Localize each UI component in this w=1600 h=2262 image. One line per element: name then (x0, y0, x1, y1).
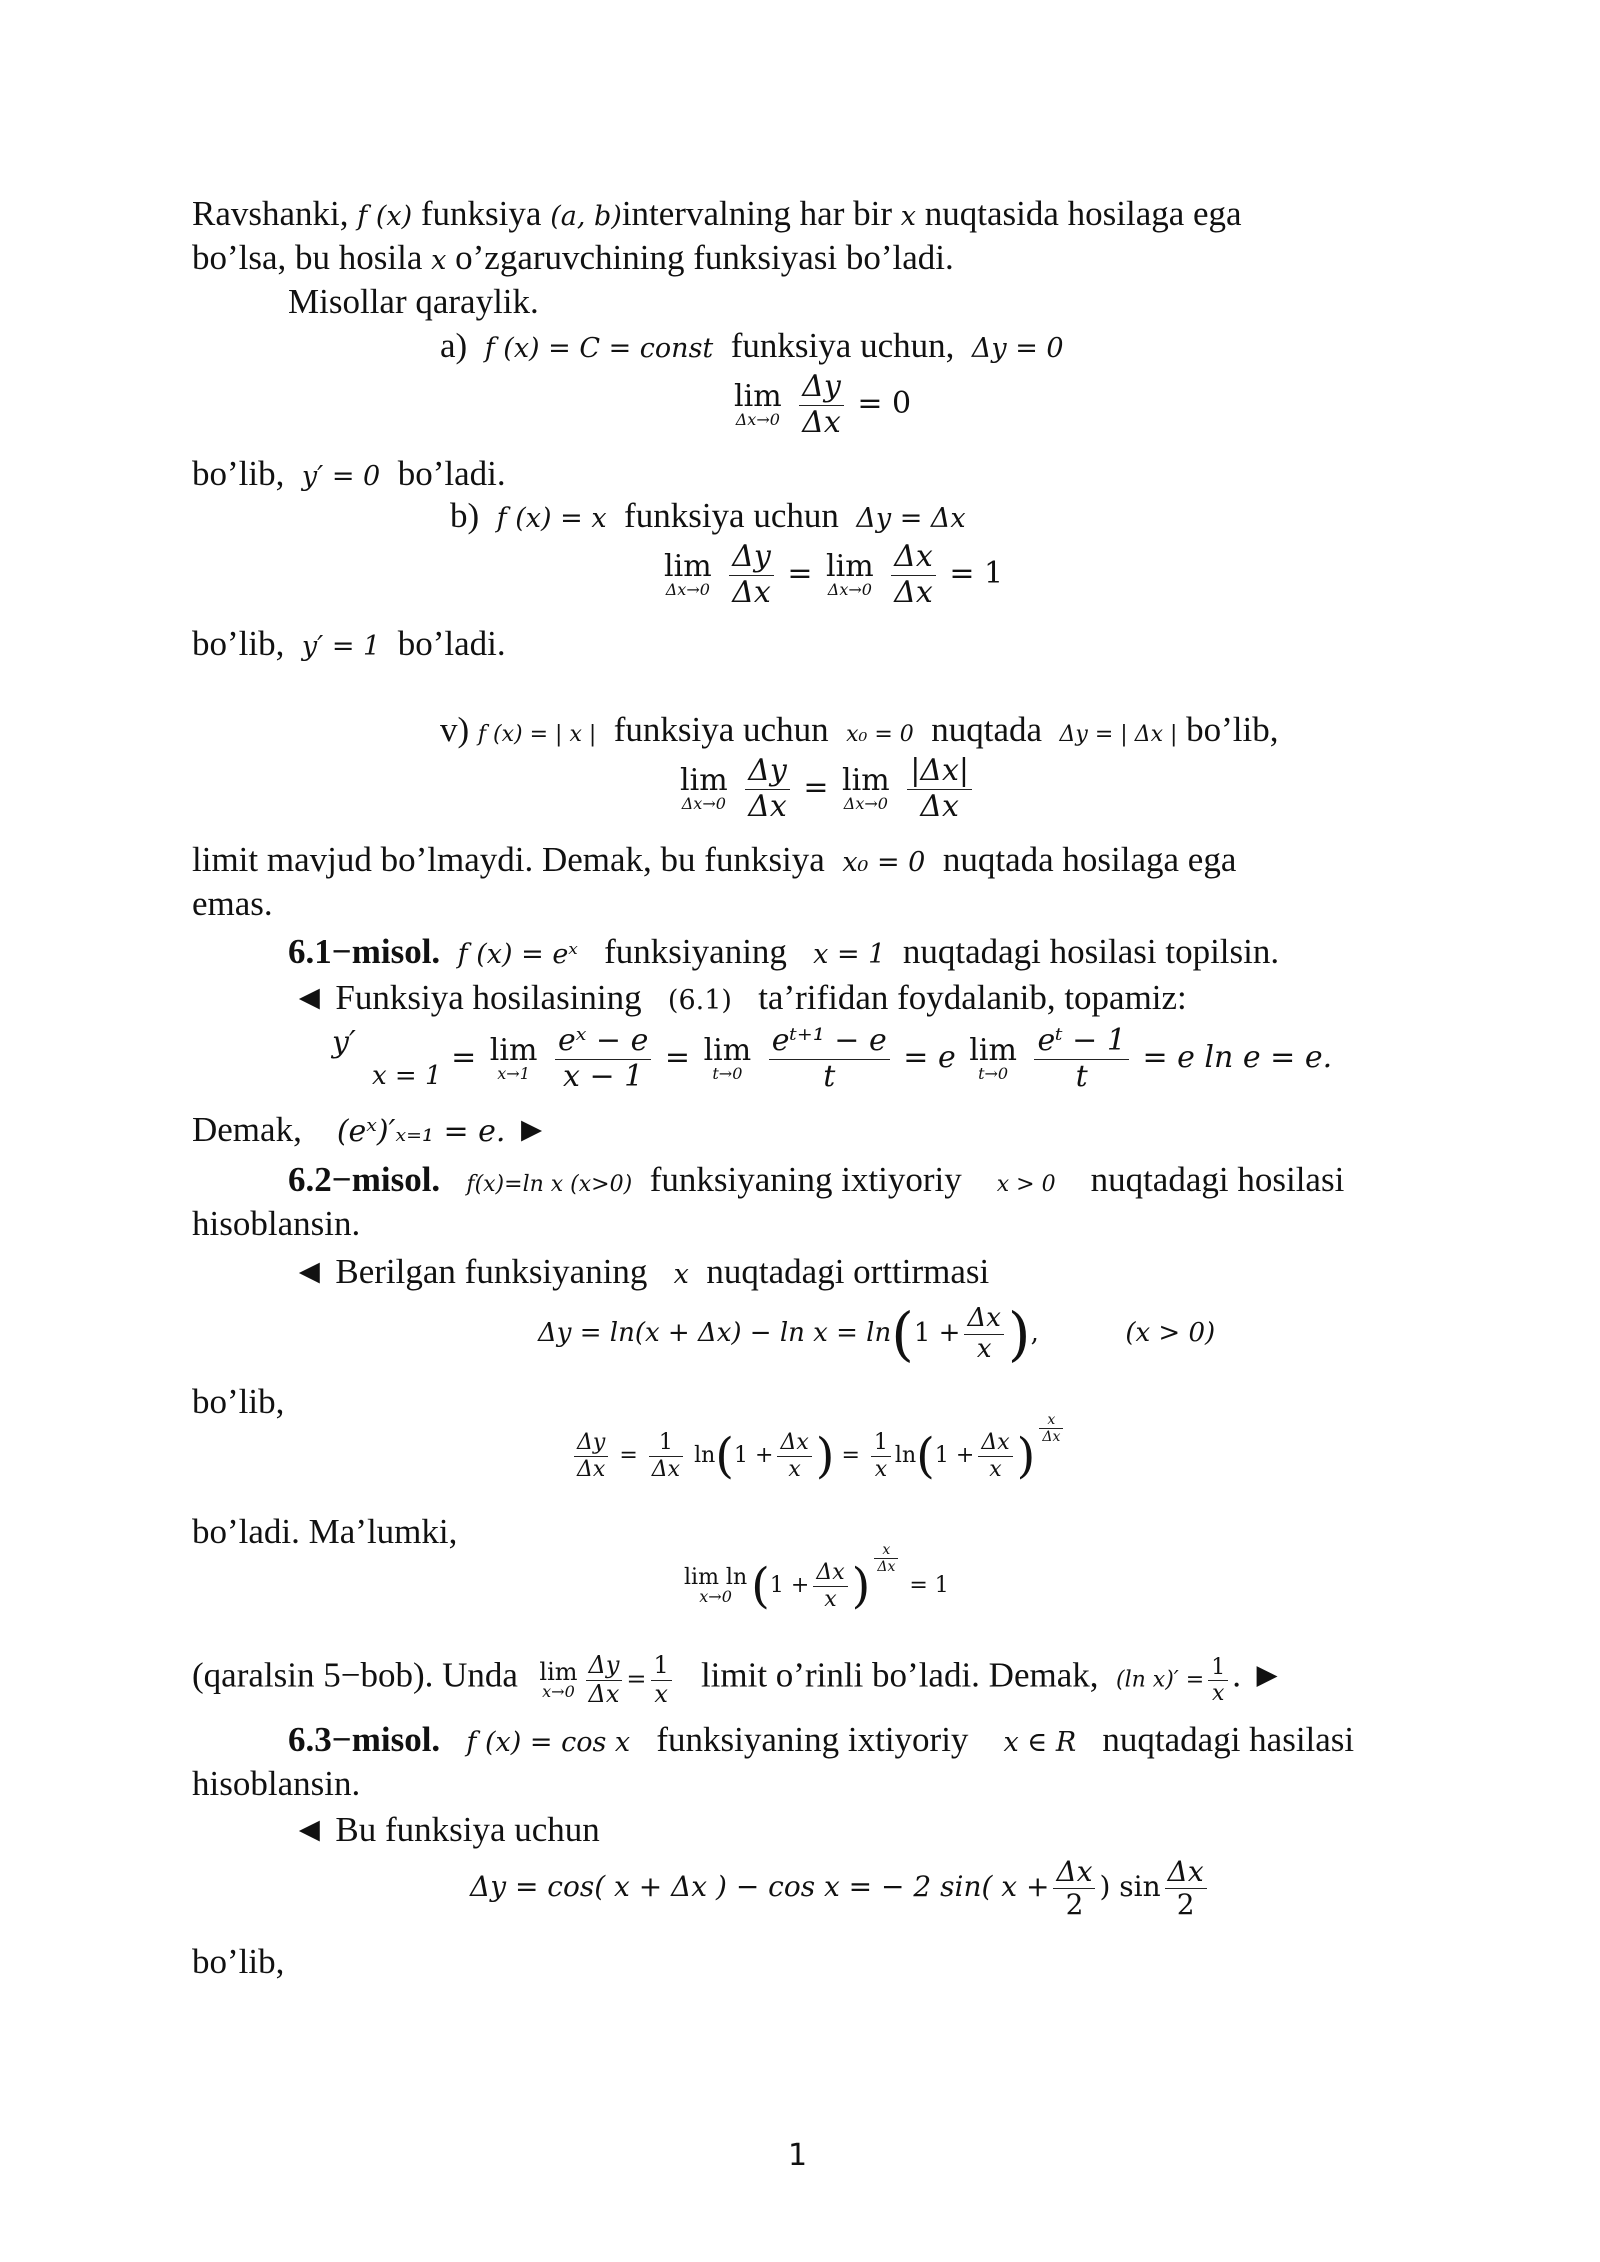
text: nuqtadagi hosilasi topilsin. (902, 932, 1280, 971)
fraction (651, 1652, 672, 1708)
fraction (649, 1430, 683, 1482)
text: Ravshanki, (192, 194, 349, 233)
text: intervalning har bir (621, 194, 893, 233)
equals: = (841, 1443, 860, 1468)
formula: f (x) = C = const (484, 333, 714, 364)
equals: = (626, 1664, 647, 1693)
exp-numerator: x (1039, 1412, 1063, 1429)
denominator: x (989, 1456, 1002, 1482)
numerator: Δy (799, 370, 844, 406)
lim-text: lim (680, 763, 728, 798)
formula: x₀ = 0 (842, 847, 926, 878)
formula: x ∈ R (1003, 1727, 1077, 1758)
numerator: 1 (871, 1430, 891, 1456)
numerator: Δy (586, 1652, 623, 1681)
text: o’zgaruvchining funksiyasi bo’ladi. (455, 238, 954, 277)
example-6-2-equation-1 (538, 1300, 1215, 1368)
fraction (891, 540, 936, 610)
paren: ( (916, 1428, 935, 1484)
derivative (332, 1025, 442, 1092)
paren: ( (715, 1428, 735, 1484)
limit (703, 1033, 752, 1083)
lim-text: lim (664, 549, 712, 584)
limit (842, 763, 890, 813)
rhs: = 1 (949, 556, 1004, 591)
example-a-equation (730, 370, 911, 440)
formula: (ln x)′ = (1116, 1667, 1205, 1693)
intro-line-2 (192, 236, 954, 283)
denominator: 2 (1065, 1888, 1084, 1922)
text: limit mavjud bo’lmaydi. Demak, bu funksiya (192, 840, 825, 879)
denominator: Δx (651, 1456, 681, 1482)
text: (qaralsin 5−bob). Unda (192, 1655, 518, 1695)
paren: ) (851, 1558, 871, 1614)
formula: (a, b) (550, 201, 622, 232)
fraction (1053, 1856, 1095, 1921)
limit (826, 549, 874, 599)
limit (684, 1567, 747, 1605)
example-6-2-line-2: hisoblansin. (192, 1204, 361, 1243)
formula: f (x) = cos x (466, 1727, 631, 1758)
intro-line-3: Misollar qaraylik. (288, 282, 539, 321)
text: limit o’rinli bo’ladi. Demak, (700, 1655, 1099, 1695)
fraction (978, 1430, 1012, 1482)
numerator: 1 (1208, 1655, 1228, 1681)
formula: x (900, 201, 916, 232)
denominator: x (1211, 1681, 1225, 1707)
fraction (586, 1652, 623, 1708)
numerator: Δx (777, 1430, 811, 1456)
one-plus: 1 + (913, 1318, 961, 1348)
denominator: Δx (802, 404, 841, 440)
numerator: eˣ − e (555, 1024, 651, 1060)
paren: ( (751, 1558, 770, 1614)
equals: = (803, 770, 829, 805)
example-6-2-bolib: bo’lib, (192, 1382, 285, 1421)
fraction (1208, 1655, 1228, 1707)
rhs: = 1 (909, 1573, 949, 1598)
text: bo’lsa, bu hosila (192, 238, 423, 277)
numerator: |Δx| (907, 754, 972, 790)
fraction (555, 1024, 651, 1094)
equals: = (787, 556, 813, 591)
one-plus: 1 + (934, 1443, 975, 1468)
ln: ln (694, 1443, 716, 1468)
example-v-conclusion (192, 838, 1236, 885)
rhs: = 0 (857, 386, 912, 421)
equals: = (619, 1443, 638, 1468)
exponent (1039, 1412, 1063, 1445)
text: funksiyaning ixtiyoriy (656, 1720, 969, 1759)
formula: x > 0 (996, 1172, 1056, 1197)
text: funksiyaning (604, 932, 787, 971)
exponent (874, 1542, 898, 1575)
formula: f(x)=ln x (x>0) (466, 1172, 633, 1197)
text: funksiya uchun, (730, 326, 955, 365)
end-mark: . ► (1232, 1655, 1285, 1695)
limit (969, 1033, 1017, 1083)
example-v-conclusion-2: emas. (192, 884, 273, 923)
text: funksiya uchun (624, 496, 839, 535)
fraction (729, 540, 774, 610)
lim-sub: Δx→0 (735, 410, 780, 429)
formula: f (x) = | x | (477, 722, 597, 747)
denominator: x − 1 (563, 1058, 644, 1094)
example-b-equation (660, 540, 1003, 610)
equals: = (451, 1040, 477, 1075)
denominator: Δx (577, 1456, 606, 1482)
denominator: Δx (920, 788, 959, 824)
text: Demak, (192, 1110, 302, 1149)
example-title: 6.1−misol. (288, 932, 441, 971)
example-6-2-heading (288, 1158, 1344, 1207)
example-a-result (192, 452, 506, 499)
denominator: Δx (732, 574, 771, 610)
one-plus: 1 + (734, 1443, 774, 1468)
example-b-line (450, 494, 966, 541)
label: v) (440, 710, 470, 749)
lim-text: lim (826, 549, 874, 584)
reference: (6.1) (667, 985, 732, 1016)
example-6-1-line-2 (292, 976, 1187, 1023)
fraction (871, 1430, 891, 1482)
lim-text: lim (539, 1658, 578, 1687)
ln: ln (894, 1443, 917, 1468)
paren: ( (891, 1300, 914, 1368)
lim-sub: x→1 (497, 1064, 530, 1083)
formula: f (x) = eˣ (457, 939, 578, 970)
denominator: x (824, 1586, 837, 1612)
numerator: Δx (813, 1560, 847, 1586)
text: ◄ Berilgan funksiyaning (292, 1252, 648, 1291)
numerator: eᵗ − 1 (1034, 1024, 1128, 1060)
fraction (1034, 1024, 1128, 1094)
example-6-1-equation (332, 1024, 1332, 1094)
text: nuqtadagi hasilasi (1102, 1720, 1355, 1759)
equals-e: = e (903, 1040, 956, 1075)
limit (680, 763, 728, 813)
paren: ) (1007, 1300, 1031, 1368)
example-6-2-equation-2 (570, 1412, 1067, 1484)
text: bo’ladi. (397, 454, 506, 493)
formula: x (431, 245, 447, 276)
lim-sub: x→0 (542, 1682, 575, 1702)
inline-fraction (1204, 1654, 1232, 1707)
denominator: t (823, 1058, 836, 1094)
text: nuqtadagi hosilasi (1090, 1160, 1345, 1199)
numerator: Δy (574, 1430, 608, 1456)
lhs: Δy = ln(x + Δx) − ln x = ln (538, 1318, 892, 1348)
denominator: x (654, 1679, 668, 1708)
lim-text: lim (969, 1033, 1017, 1068)
text: ◄ Funksiya hosilasining (292, 978, 642, 1017)
denominator: t (1075, 1058, 1088, 1094)
lim-text: lim (842, 763, 890, 798)
example-6-3-bolib: bo’lib, (192, 1942, 285, 1981)
denominator: x (976, 1333, 992, 1364)
y-prime: y′ (332, 1025, 356, 1061)
lim-sub: Δx→0 (665, 580, 710, 599)
example-title: 6.2−misol. (288, 1160, 441, 1199)
formula: Δy = | Δx | (1059, 722, 1178, 747)
numerator: Δx (978, 1430, 1012, 1456)
exp-denominator: Δx (877, 1559, 896, 1576)
fraction (745, 754, 790, 824)
formula: y′ = 1 (301, 631, 381, 662)
sin: ) sin (1099, 1870, 1161, 1904)
paren: ) (815, 1428, 835, 1484)
example-v-line (440, 708, 1279, 757)
limit (664, 549, 712, 599)
numerator: 1 (649, 1430, 683, 1456)
numerator: Δy (745, 754, 790, 790)
formula: Δy = Δx (856, 503, 966, 534)
formula: x (673, 1259, 689, 1290)
page-number: 1 (788, 2138, 808, 2173)
intro-line-1 (192, 192, 1242, 239)
fraction (1165, 1856, 1207, 1921)
end-mark: ► (514, 1110, 549, 1149)
example-6-3-equation (470, 1856, 1211, 1921)
lim-sub: t→0 (712, 1064, 743, 1083)
formula: x₀ = 0 (846, 722, 914, 747)
fraction (799, 370, 844, 440)
example-title: 6.3−misol. (288, 1720, 441, 1759)
lim-sub: Δx→0 (843, 794, 888, 813)
example-6-1-heading (288, 930, 1279, 977)
formula: Δy = 0 (971, 333, 1064, 364)
denominator: Δx (588, 1679, 620, 1708)
denominator: Δx (894, 574, 933, 610)
fraction (777, 1430, 811, 1482)
example-b-result (192, 622, 506, 669)
comma: , (1030, 1318, 1039, 1348)
numerator: Δx (964, 1304, 1003, 1335)
example-6-3-line-2: hisoblansin. (192, 1764, 361, 1803)
denominator: Δx (748, 788, 787, 824)
text: nuqtada (931, 710, 1043, 749)
example-6-3-line-3: ◄ Bu funksiya uchun (292, 1810, 600, 1849)
text: nuqtasida hosilaga ega (924, 194, 1242, 233)
example-6-2-equation-3 (680, 1542, 949, 1614)
formula: y′ = 0 (301, 461, 381, 492)
lim-text: lim (734, 379, 782, 414)
numerator: eᵗ⁺¹ − e (769, 1024, 890, 1060)
text: bo’lib, (192, 454, 285, 493)
lim-sub: Δx→0 (827, 580, 872, 599)
example-6-2-line-3 (292, 1250, 989, 1297)
numerator: 1 (651, 1652, 672, 1681)
limit (734, 379, 782, 429)
numerator: Δx (1053, 1856, 1095, 1889)
limit (489, 1033, 538, 1083)
text: funksiyaning ixtiyoriy (649, 1160, 962, 1199)
fraction (964, 1304, 1003, 1365)
text: nuqtadagi orttirmasi (706, 1252, 990, 1291)
lim-sub: Δx→0 (681, 794, 726, 813)
limit (539, 1660, 577, 1700)
text: ta’rifidan foydalanib, topamiz: (758, 978, 1187, 1017)
example-6-1-conclusion (192, 1108, 549, 1154)
text: funksiya (420, 194, 542, 233)
lim-text: lim (489, 1033, 538, 1068)
formula: (eˣ)′ₓ₌₁ = e. (336, 1114, 506, 1149)
text: funksiya uchun (613, 710, 829, 749)
lim-sub: t→0 (978, 1064, 1009, 1083)
lim-text: lim (703, 1033, 752, 1068)
text: nuqtada hosilaga ega (942, 840, 1237, 879)
example-6-3-heading (288, 1718, 1354, 1765)
fraction (907, 754, 972, 824)
example-v-equation (676, 754, 976, 824)
text: bo’lib, (1186, 710, 1279, 749)
paren: ) (1016, 1428, 1036, 1484)
example-6-2-boladi: bo’ladi. Ma’lumki, (192, 1512, 458, 1551)
exp-numerator: x (874, 1542, 898, 1559)
label: a) (440, 326, 468, 365)
fraction (769, 1024, 890, 1094)
lhs: Δy = cos( x + Δx ) − cos x = − 2 sin( x + (470, 1870, 1050, 1904)
denominator: x (874, 1456, 888, 1482)
fraction (813, 1560, 847, 1612)
formula: f (x) = x (496, 503, 607, 534)
lim-text: lim ln (684, 1565, 748, 1590)
example-a-line (440, 324, 1064, 371)
example-6-2-conclusion (192, 1652, 1284, 1708)
numerator: Δx (1165, 1856, 1207, 1889)
text: bo’lib, (192, 624, 285, 663)
numerator: Δy (729, 540, 774, 576)
fraction (574, 1430, 608, 1482)
one-plus: 1 + (769, 1573, 810, 1598)
exp-denominator: Δx (1042, 1429, 1061, 1446)
y-sub: x = 1 (372, 1061, 442, 1092)
denominator: 2 (1176, 1888, 1195, 1922)
formula: f (x) (357, 201, 413, 232)
formula: x = 1 (813, 939, 886, 970)
text: bo’ladi. (397, 624, 506, 663)
condition: (x > 0) (1125, 1318, 1216, 1348)
result: = e ln e = e. (1142, 1040, 1333, 1075)
denominator: x (788, 1456, 801, 1482)
numerator: Δx (891, 540, 936, 576)
equals: = (664, 1040, 691, 1075)
label: b) (450, 496, 480, 535)
lim-sub: x→0 (699, 1587, 732, 1606)
